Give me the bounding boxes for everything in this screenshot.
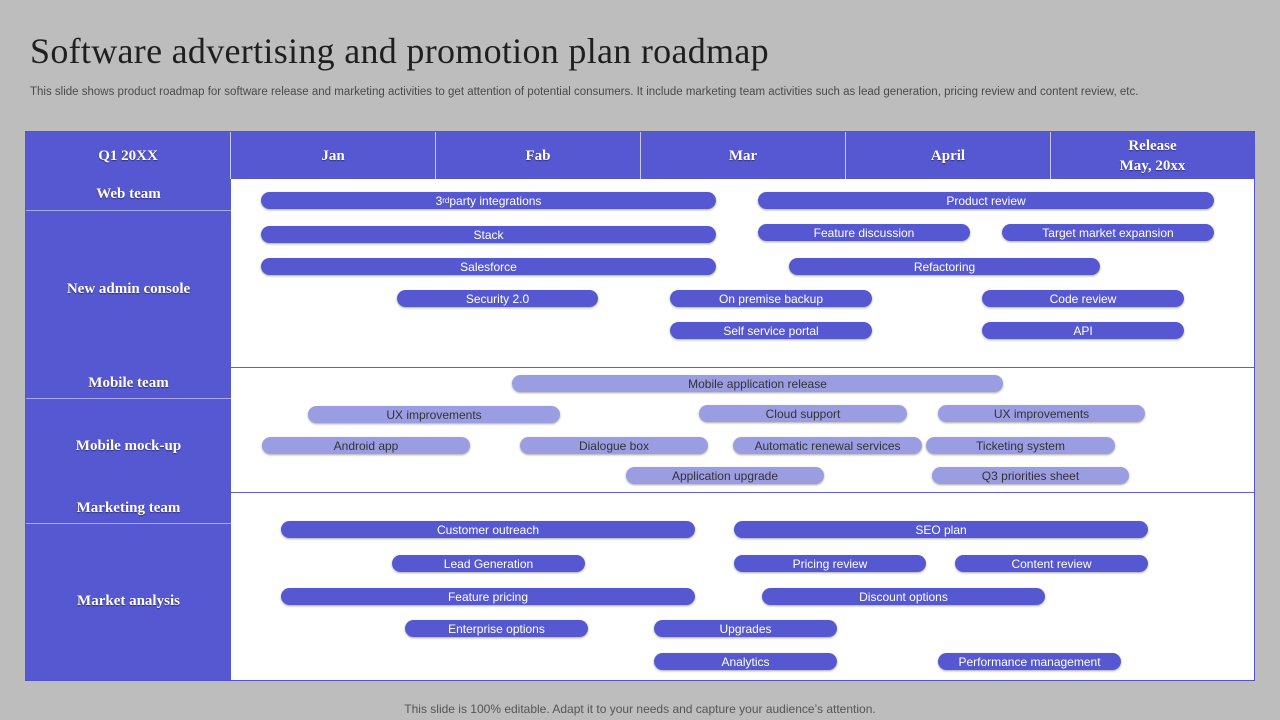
task-bar-code-review: Code review xyxy=(982,290,1184,307)
task-bar-enterprise-options: Enterprise options xyxy=(405,620,588,637)
task-bar-automatic-renewal-services: Automatic renewal services xyxy=(733,437,922,454)
row-label-mobile-team: Mobile team xyxy=(88,374,169,391)
task-bar-target-market-expansion: Target market expansion xyxy=(1002,224,1214,241)
task-bar-ticketing-system: Ticketing system xyxy=(926,437,1115,454)
row-label-new-admin-console: New admin console xyxy=(66,280,191,297)
task-bar-on-premise-backup: On premise backup xyxy=(670,290,872,307)
row-label-market-analysis: Market analysis xyxy=(77,593,180,609)
row-label-mobile-mockup: Mobile mock-up xyxy=(75,437,182,454)
task-bar-stack: Stack xyxy=(261,226,716,243)
task-bar-product-review: Product review xyxy=(758,192,1214,209)
task-bar-seo-plan: SEO plan xyxy=(734,521,1148,538)
task-bar-api: API xyxy=(982,322,1184,339)
header-month-jan: Jan xyxy=(231,132,436,179)
task-bar-salesforce: Salesforce xyxy=(261,258,716,275)
task-bar-cloud-support: Cloud support xyxy=(699,405,907,422)
task-bar-customer-outreach: Customer outreach xyxy=(281,521,695,538)
header-month-april: April xyxy=(846,132,1051,179)
task-bar-lead-generation: Lead Generation xyxy=(392,555,585,572)
page-title: Software advertising and promotion plan roadmap xyxy=(30,31,769,71)
task-bar-self-service-portal: Self service portal xyxy=(670,322,872,339)
task-bar-performance-management: Performance management xyxy=(938,653,1121,670)
header-release xyxy=(1051,132,1254,179)
task-bar-upgrades: Upgrades xyxy=(654,620,837,637)
footer-note: This slide is 100% editable. Adapt it to your needs and capture your audience’s attention. xyxy=(404,702,876,716)
task-bar-refactoring: Refactoring xyxy=(789,258,1100,275)
header-release-line2: May, 20xx xyxy=(1119,157,1186,174)
task-bar-dialogue-box: Dialogue box xyxy=(520,437,708,454)
task-bar-security: Security 2.0 xyxy=(397,290,598,307)
task-bar-third-party-integrations: 3 rd party integrations xyxy=(261,192,716,209)
task-bar-feature-pricing: Feature pricing xyxy=(281,588,695,605)
header-quarter: Q1 20XX xyxy=(26,132,231,179)
task-bar-analytics: Analytics xyxy=(654,653,837,670)
task-bar-q3-priorities-sheet: Q3 priorities sheet xyxy=(932,467,1129,484)
task-bar-ux-improvements: UX improvements xyxy=(308,406,560,423)
header-release-line1: Release xyxy=(1128,137,1177,154)
task-bar-feature-discussion: Feature discussion xyxy=(758,224,970,241)
task-bar-discount-options: Discount options xyxy=(762,588,1045,605)
header-month-mar: Mar xyxy=(641,132,846,179)
task-bar-mobile-application-release: Mobile application release xyxy=(512,375,1003,392)
task-bar-application-upgrade: Application upgrade xyxy=(626,467,824,484)
roadmap-table xyxy=(25,131,1255,681)
header-month-feb: Fab xyxy=(436,132,641,179)
task-bar-android-app: Android app xyxy=(262,437,470,454)
task-bar-content-review: Content review xyxy=(955,555,1148,572)
section-separator xyxy=(231,492,1254,493)
task-bar-pricing-review: Pricing review xyxy=(734,555,926,572)
task-bar-ux-improvements-2: UX improvements xyxy=(938,405,1145,422)
row-label-web-team: Web team xyxy=(96,186,161,202)
section-separator xyxy=(231,367,1254,368)
page-subtitle: This slide shows product roadmap for software release and marketing activities to get attention of potential consumers. It include marketing team activities such as lead generation, pricing review and content review, etc. xyxy=(30,86,1139,98)
row-label-marketing-team: Marketing team xyxy=(76,500,181,516)
